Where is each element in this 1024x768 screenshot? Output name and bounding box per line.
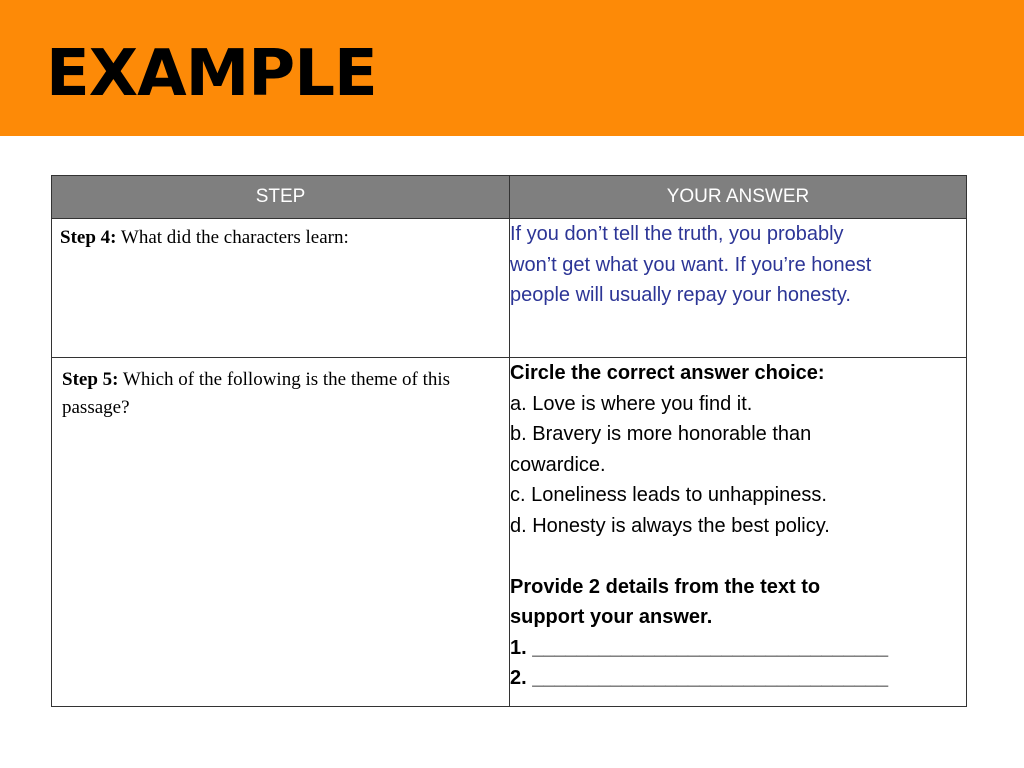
header-your-answer: YOUR ANSWER [510,176,967,219]
table-header-row [52,176,967,219]
slide-title: EXAMPLE [46,37,377,111]
table-row-step-4 [52,219,967,358]
header-step: STEP [52,176,510,219]
answer-choice-b-continued: cowardice. [510,453,606,476]
step-5-cell [52,358,510,707]
answer-choice-d: d. Honesty is always the best policy. [510,514,830,537]
details-prompt: support your answer. [510,606,713,628]
step-4-label: Step 4: [60,227,117,248]
spacer [510,541,966,572]
step-4-answer-line: people will usually repay your honesty. [510,284,851,306]
step-4-answer-cell [510,219,967,358]
answer-choice-c: c. Loneliness leads to unhappiness. [510,484,827,506]
details-prompt: Provide 2 details from the text to [510,575,821,598]
step-4-question: What did the characters learn: [116,227,349,248]
detail-blank-1: 1. ________________________________ [510,636,889,659]
steps-table [51,175,967,707]
answer-instruction: Circle the correct answer choice: [510,362,825,384]
step-4-answer-line: won’t get what you want. If you’re honest [510,253,872,276]
step-5-question: Which of the following is the theme of this passage? [62,369,451,418]
answer-choice-a: a. Love is where you find it. [510,392,753,415]
step-5-label: Step 5: [62,369,119,390]
detail-blank-2: 2. ________________________________ [510,667,889,689]
step-5-answer-cell [510,358,967,707]
step-4-cell [52,219,510,358]
table-row-step-5 [52,358,967,707]
step-4-answer-line: If you don’t tell the truth, you probably [510,223,844,245]
answer-choice-b: b. Bravery is more honorable than [510,423,812,445]
title-band [0,0,1024,136]
